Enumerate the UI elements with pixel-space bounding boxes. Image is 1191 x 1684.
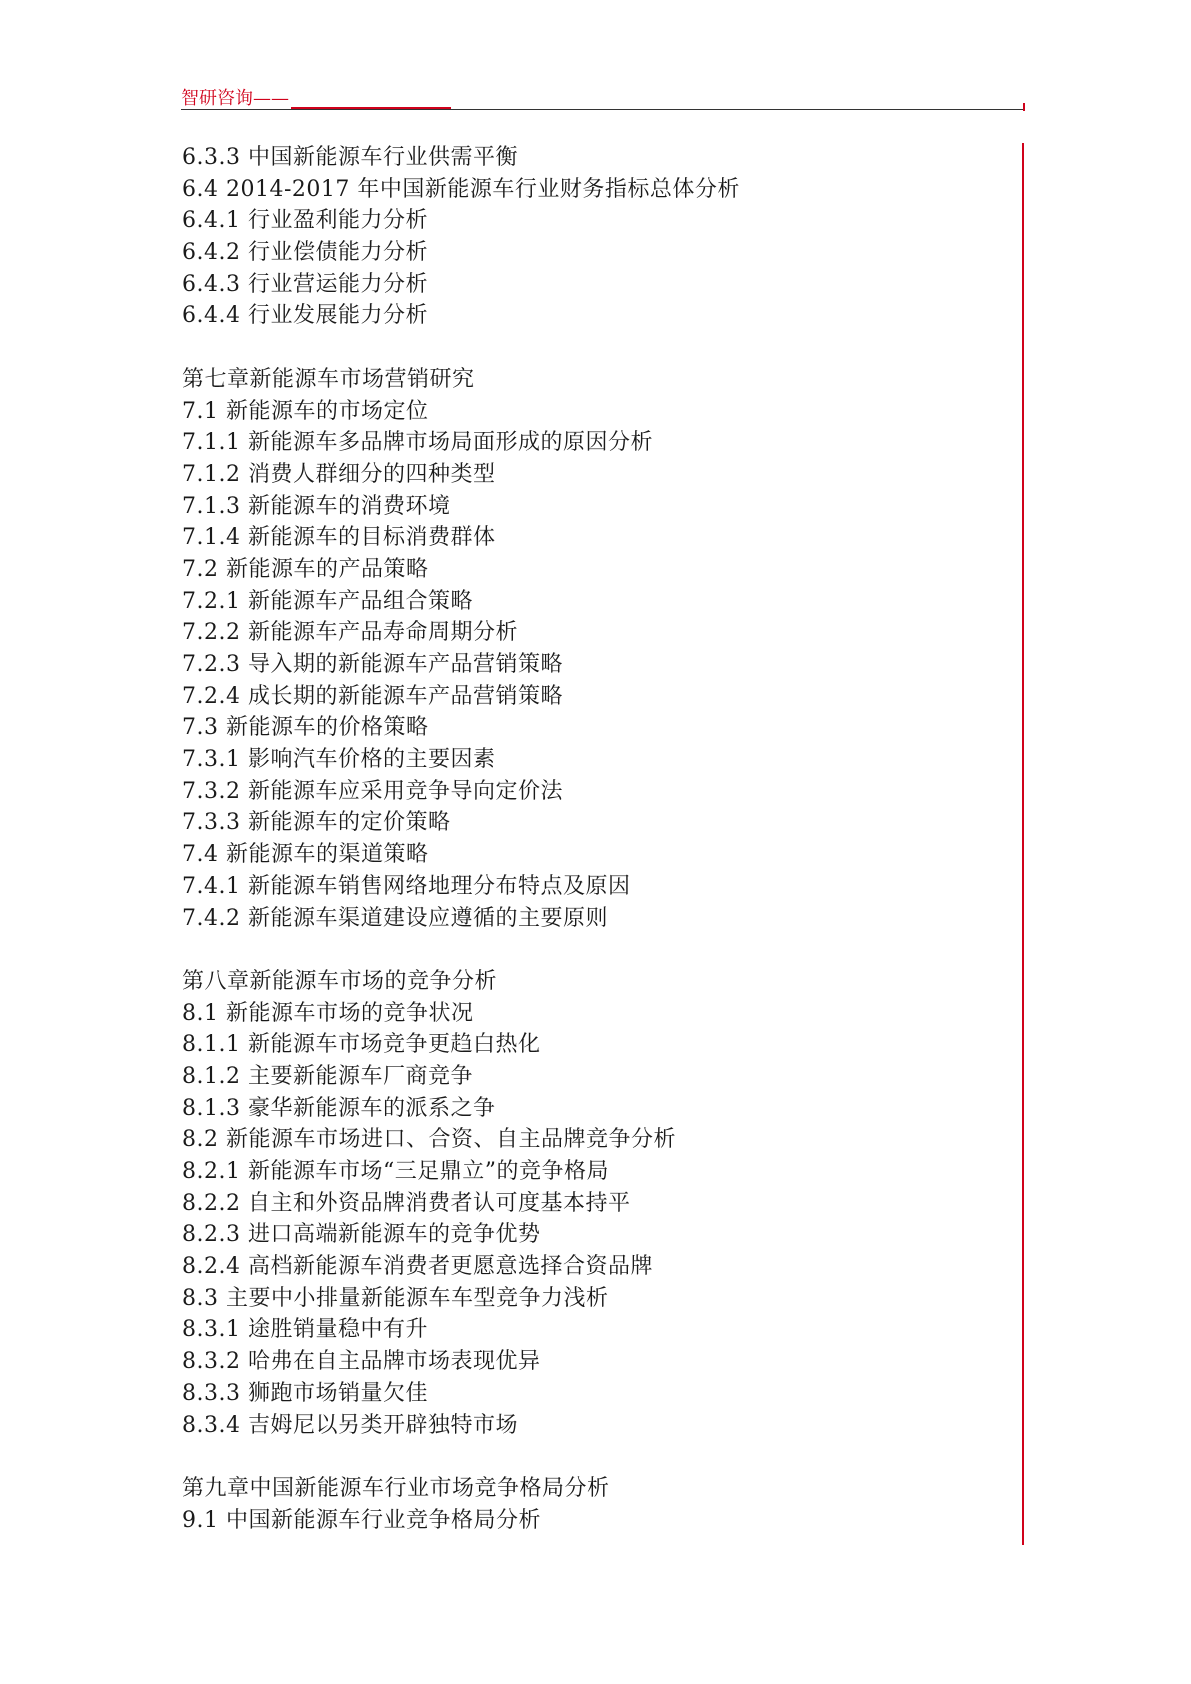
toc-entry: 8.3 主要中小排量新能源车车型竞争力浅析 (182, 1285, 609, 1311)
toc-spacer (182, 1441, 1002, 1473)
header-corner-mark (1023, 103, 1025, 111)
toc-entry: 7.3.1 影响汽车价格的主要因素 (182, 747, 496, 773)
toc-entry: 7.2.4 成长期的新能源车产品营销策略 (182, 683, 563, 709)
toc-entry: 7.2.2 新能源车产品寿命周期分析 (182, 620, 518, 646)
toc-entry: 7.1.3 新能源车的消费环境 (182, 493, 451, 519)
toc-entry: 8.2 新能源车市场进口、合资、自主品牌竞争分析 (182, 1127, 676, 1153)
page-header (181, 88, 1026, 110)
toc-entry: 7.2 新能源车的产品策略 (182, 556, 429, 582)
right-margin-rule (1022, 143, 1024, 1545)
toc-entry: 7.2.3 导入期的新能源车产品营销策略 (182, 652, 563, 677)
table-of-contents (182, 142, 1002, 1536)
toc-entry: 6.4.1 行业盈利能力分析 (182, 208, 428, 234)
toc-entry: 8.3.4 吉姆尼以另类开辟独特市场 (182, 1412, 518, 1438)
toc-entry: 6.3.3 中国新能源车行业供需平衡 (182, 145, 518, 170)
toc-entry: 7.4 新能源车的渠道策略 (182, 842, 429, 868)
header-brand: 智研咨询—— (181, 88, 289, 109)
toc-entry: 8.1.2 主要新能源车厂商竞争 (182, 1063, 473, 1089)
toc-spacer (182, 934, 1002, 966)
toc-entry: 7.4.2 新能源车渠道建设应遵循的主要原则 (182, 905, 608, 931)
toc-entry: 8.3.2 哈弗在自主品牌市场表现优异 (182, 1349, 541, 1375)
toc-entry: 7.1.1 新能源车多品牌市场局面形成的原因分析 (182, 430, 653, 456)
toc-entry: 7.1.4 新能源车的目标消费群体 (182, 525, 496, 551)
toc-entry: 8.2.2 自主和外资品牌消费者认可度基本持平 (182, 1190, 631, 1216)
toc-entry: 8.3.1 途胜销量稳中有升 (182, 1317, 428, 1343)
toc-spacer (182, 332, 1002, 364)
toc-entry: 7.2.1 新能源车产品组合策略 (182, 588, 473, 614)
toc-chapter-heading: 第八章新能源车市场的竞争分析 (182, 968, 498, 994)
toc-chapter-heading: 第七章新能源车市场营销研究 (182, 366, 475, 392)
header-rule (181, 109, 1024, 110)
toc-entry: 6.4.4 行业发展能力分析 (182, 303, 428, 329)
toc-entry: 7.1 新能源车的市场定位 (182, 398, 429, 424)
toc-entry: 6.4 2014-2017 年中国新能源车行业财务指标总体分析 (182, 176, 740, 202)
toc-entry: 8.2.4 高档新能源车消费者更愿意选择合资品牌 (182, 1254, 653, 1280)
toc-entry: 8.1.3 豪华新能源车的派系之争 (182, 1095, 496, 1121)
toc-entry: 7.3 新能源车的价格策略 (182, 715, 429, 741)
toc-entry: 8.2.1 新能源车市场“三足鼎立”的竞争格局 (182, 1159, 609, 1184)
toc-entry: 7.1.2 消费人群细分的四种类型 (182, 461, 496, 487)
toc-entry: 7.3.2 新能源车应采用竞争导向定价法 (182, 778, 563, 804)
toc-entry: 8.1.1 新能源车市场竞争更趋白热化 (182, 1032, 541, 1058)
toc-entry: 7.4.1 新能源车销售网络地理分布特点及原因 (182, 873, 631, 899)
toc-entry: 7.3.3 新能源车的定价策略 (182, 810, 451, 836)
toc-entry: 8.1 新能源车市场的竞争状况 (182, 1000, 474, 1026)
toc-entry: 8.3.3 狮跑市场销量欠佳 (182, 1380, 428, 1406)
toc-entry: 8.2.3 进口高端新能源车的竞争优势 (182, 1222, 541, 1248)
toc-entry: 6.4.3 行业营运能力分析 (182, 271, 428, 297)
toc-entry: 6.4.2 行业偿债能力分析 (182, 240, 428, 266)
toc-chapter-heading: 第九章中国新能源车行业市场竞争格局分析 (182, 1475, 610, 1501)
toc-entry: 9.1 中国新能源车行业竞争格局分析 (182, 1507, 541, 1533)
